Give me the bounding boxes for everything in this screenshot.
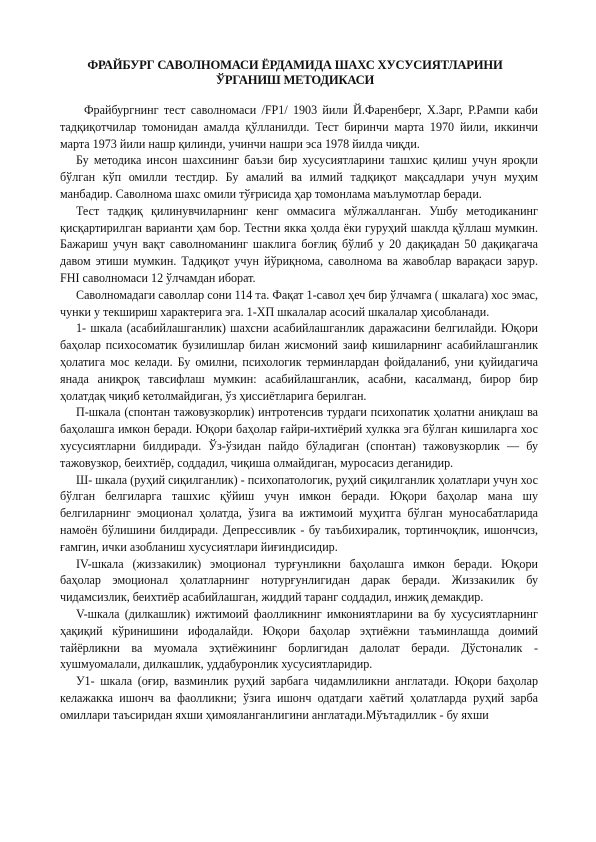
paragraph-test-audience: Тест тадқиқ қилинувчиларнинг кенг оммасига мўлжалланган. Ушбу методиканинг қисқартирилган варианти ҳам бор. Тестни якка ҳолда ёки гуруҳий шаклда қўллаш мумкин. Бажариш учун вақт саволноманинг шаклига боғлиқ бўлиб у 20 дақиқадан 50 дақиқагача давом этиши мумкин. Тадқиқот учун йўриқнома, саволнома ва жавоблар варақаси зарур. FHI саволномаси 12 ўлчамдан иборат. <box>60 203 538 285</box>
paragraph-scale-2: П-шкала (спонтан тажовузкорлик) интротенсив турдаги психопатик ҳолатни аниқлаш ва баҳолашга имкон беради. Юқори баҳолар ғайри-ихтиёрий хулкка эга бўлган кишиларга хос хусусиятларни билдиради. Ўз-ўзидан пайдо бўладиган (спонтан) тажовузкорлик — бу тажовузкор, беихтиёр, соддадил, чиқиша олмайдиган, муросасиз деганидир. <box>60 405 538 470</box>
paragraph-question-count: Саволномадаги саволлар сони 114 та. Фақат 1-савол ҳеч бир ўлчамга ( шкалага) хос эмас, чунки у текшириш характерига эга. 1-ХП шкалалар асосий шкалалар ҳисобланади. <box>60 287 538 319</box>
title-line-2: ЎРГАНИШ МЕТОДИКАСИ <box>215 73 375 87</box>
paragraph-scale-3: Ш- шкала (руҳий сиқилганлик) - психопатологик, руҳий сиқилганлик ҳолатлари учун хос бўлган белгиларга ташхис қўйиш учун имкон беради. Юқори баҳолар мана шу белгиларнинг эмоционал ҳолатда, ўзига ва ижтимоий муҳитга бўлган муносабатларида намоён бўлишини билдиради. Депрессивлик - бу таъбихиралик, тортинчоқлик, ишончсиз, ғамгин, ички азобланиш хусусиятлари йиғиндисидир. <box>60 472 538 554</box>
document-title <box>30 58 560 88</box>
paragraph-scale-1: 1- шкала (асабийлашганлик) шахсни асабийлашганлик даражасини белгилайди. Юқори баҳолар психосоматик бузилишлар билан жисмоний заиф кишиларнинг асабийлашганлик ҳолатига мос келади. Бу омилни, психологик терминлардан фойдаланиб, уни қуйидагича янада аниқроқ тавсифлаш мумкин: асабийлашганлик, асабни, касалманд, бирор бир ҳолатдақ чиқиб кетолмайдиган, ўз ҳиссиётларига берилган. <box>60 321 538 403</box>
paragraph-scale-4: IV-шкала (жиззакилик) эмоционал турғунликни баҳолашга имкон беради. Юқори баҳолар эмоционал ҳолатларнинг нотурғунлигидан дарак беради. Жиззакилик бу чидамсизлик, беихтиёр асабийлашган, жиддий таранг соддадил, инжиқ демакдир. <box>60 556 538 605</box>
title-line-1: ФРАЙБУРГ САВОЛНОМАСИ ЁРДАМИДА ШАХС ХУСУСИЯТЛАРИНИ <box>87 58 503 72</box>
paragraph-method-description: Бу методика инсон шахсининг баъзи бир хусусиятларини ташхис қилиш учун яроқли бўлган кўп омилли тестдир. Бу амалий ва илмий тадқиқот мақсадлари учун муҳим манбадир. Саволнома шахс омили тўғрисида ҳар томонлама маълумотлар беради. <box>60 153 538 201</box>
document-body <box>60 102 538 723</box>
paragraph-intro: Фрайбургнинг тест саволномаси /FP1/ 1903 йили Й.Фаренберг, Х.Зарг, Р.Рампи каби тадқиқотчилар томонидан амалда қўлланилди. Тест биринчи марта 1970 йили, иккинчи марта 1973 йили нашр қилинди, учинчи нашри эса 1978 йилда чиқди. <box>60 103 538 151</box>
paragraph-scale-5: V-шкала (дилкашлик) ижтимоий фаолликнинг имкониятларини ва бу хусусиятларнинг ҳақиқий кўринишини ифодалайди. Юқори баҳолар эҳтиёжни таъминлашда доимий тайёрликни ва муомала эҳтиёжининг борлигидан далолат беради. Дўстоналик - хушмуомалали, дилкашлик, уддабуронлик хусусиятларидир. <box>60 606 538 672</box>
paragraph-scale-6: У1- шкала (оғир, вазминлик руҳий зарбага чидамлиликни англатади. Юқори баҳолар келажакка ишонч ва фаолликни; ўзига ишонч одатдаги хаётий ҳолатларда руҳий зарба омиллари таъсиридан яхши ҳимояланганлигини англатади.Мўътадиллик - бу яхши <box>60 674 538 722</box>
